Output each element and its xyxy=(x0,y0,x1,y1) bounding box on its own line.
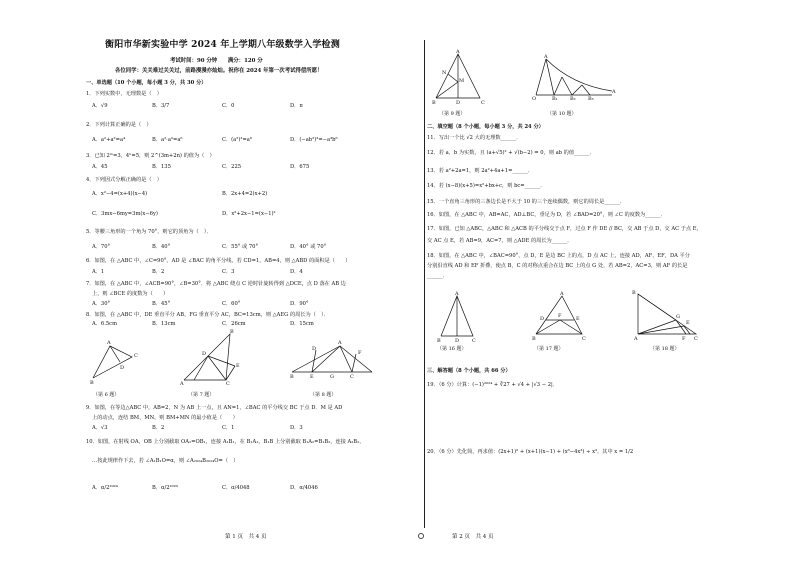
q9-stem: 9．如图，在等边△ABC 中，AB=2，N 为 AB 上一点，且 AN=1，∠BAC 的平分线交 BC 于点 D．M 是 AD xyxy=(86,405,343,411)
svg-text:C: C xyxy=(350,374,354,380)
q9-option-a: A．√3 xyxy=(92,425,108,431)
q9-option-b: B．2 xyxy=(152,425,165,431)
footer-page-2: 第 2 页 共 4 页 xyxy=(452,534,494,540)
figure-6-caption: （第 6 题） xyxy=(93,392,120,398)
svg-text:B₁: B₁ xyxy=(552,96,558,102)
q1-option-b: B．3/7 xyxy=(152,103,170,109)
figure-6 xyxy=(90,340,140,385)
svg-text:B: B xyxy=(432,100,436,106)
q12: 12．若 a，b 为实数，且 (a+√5)² + √(b−2) = 0，则 ab 的值______． xyxy=(427,150,595,156)
q11: 11．写出一个比 √2 大的无理数______． xyxy=(427,135,522,141)
figure-16-caption: （第 16 题） xyxy=(437,346,467,352)
svg-text:A: A xyxy=(634,336,638,342)
svg-text:A: A xyxy=(544,54,548,60)
q2-option-a: A．a²+a²=a⁴ xyxy=(92,137,126,143)
exam-info: 考试时间：90 分钟 满分：120 分 xyxy=(170,58,263,64)
q6-option-c: C．3 xyxy=(222,269,235,275)
q5-stem: 5．等腰三角形的一个角为 70°，则它的顶角为（ ）． xyxy=(86,229,212,235)
svg-text:D: D xyxy=(202,351,207,357)
svg-text:B₃: B₃ xyxy=(588,96,594,102)
svg-text:A: A xyxy=(455,291,459,297)
greeting: 各位同学：关关难过关关过，前路漫漫亦灿灿。祝你在 2024 年第一次考试得偿所愿！ xyxy=(115,68,323,74)
svg-text:C: C xyxy=(226,381,230,387)
svg-text:E: E xyxy=(576,316,580,322)
svg-text:A: A xyxy=(456,49,460,55)
q10-option-b: B．α/2²⁰²³ xyxy=(152,485,178,491)
section-2-heading: 二、填空题（8 个小题，每小题 3 分，共 24 分） xyxy=(427,124,544,130)
svg-text:D: D xyxy=(455,338,460,344)
figure-16 xyxy=(437,292,477,342)
figure-7-caption: （第 7 题） xyxy=(188,392,215,398)
q16: 16．如图，在 △ABC 中，AB=AC，AD⊥BC，垂足为 D，若 ∠BAD=20°，则 ∠C 的度数为______． xyxy=(427,212,666,218)
q8-option-a: A．6.5cm xyxy=(92,321,118,327)
q9-option-c: C．1 xyxy=(222,425,235,431)
svg-text:G: G xyxy=(676,314,680,320)
svg-text:C: C xyxy=(694,336,698,342)
q9-stem-2: 上的动点，连结 BM、MN，则 BM+MN 的最小值是（ ） xyxy=(92,415,238,421)
svg-text:M: M xyxy=(459,78,465,84)
q3-stem: 3．已知 2ᵐ=3，4ⁿ=5，则 2^(3m+2n) 的值为（ ） xyxy=(86,153,215,159)
svg-text:D: D xyxy=(312,346,317,352)
q18-line-3: ______． xyxy=(427,273,448,279)
q7-option-b: B．45° xyxy=(152,301,171,307)
figure-18 xyxy=(632,290,702,340)
svg-text:C: C xyxy=(134,353,138,359)
figure-10 xyxy=(532,55,617,100)
q18-line-1: 18．如图，在 △ABC 中，∠BAC=90°，点 D，E 是边 BC 上的点，D 点 AC 上，连接 AD，AF，EF，DA 平分 xyxy=(427,253,690,259)
q3-option-d: D．675 xyxy=(290,164,310,170)
svg-text:A: A xyxy=(180,381,184,387)
q2-option-d: D．(−ab²)³=−a³b⁶ xyxy=(290,137,338,143)
q15: 15．一个直角三角形的三条边长是不大于 10 的三个连续偶数，则它的周长是______． xyxy=(427,199,626,205)
q10-stem: 10．如图，在射线 OA，OB 上分别截取 OA₁=OB₁，连接 A₁B₁，在 B₁A₁，B₁B 上分别截取 B₁A₂=B₁B₂，连接 A₂B₂， xyxy=(86,439,365,445)
svg-text:D: D xyxy=(540,316,545,322)
svg-text:C: C xyxy=(472,338,476,344)
q8-option-b: B．13cm xyxy=(152,321,176,327)
q2-stem: 2．下列计算正确的是（ ） xyxy=(86,122,152,128)
svg-text:B: B xyxy=(437,338,441,344)
q5-option-c: C．55° 或 70° xyxy=(222,244,259,250)
svg-text:F: F xyxy=(558,313,562,319)
svg-text:D: D xyxy=(456,100,461,106)
q3-option-a: A．45 xyxy=(92,164,108,170)
q5-option-a: A．70° xyxy=(92,244,111,250)
svg-text:B: B xyxy=(90,380,94,386)
q6-option-a: A．1 xyxy=(92,269,105,275)
right-page xyxy=(397,0,794,561)
q3-option-b: B．135 xyxy=(152,164,171,170)
svg-text:B₂: B₂ xyxy=(570,96,576,102)
figure-9-caption: （第 9 题） xyxy=(439,111,466,117)
section-3-heading: 三、解答题（8 个小题，共 66 分） xyxy=(427,368,511,374)
q7-option-c: C．60° xyxy=(222,301,241,307)
figure-8 xyxy=(290,340,380,380)
q4-option-a: A．x²−4=(x+4)(x−4) xyxy=(92,191,148,197)
exam-title: 衡阳市华新实验中学 2024 年上学期八年级数学入学检测 xyxy=(105,40,340,50)
q1-option-d: D．π xyxy=(290,103,303,109)
figure-7 xyxy=(180,330,240,385)
q9-option-d: D．3 xyxy=(290,425,303,431)
svg-text:B: B xyxy=(230,329,234,335)
q8-option-c: C．26cm xyxy=(222,321,246,327)
figure-9 xyxy=(432,50,487,105)
q1-option-a: A．√9 xyxy=(92,103,108,109)
q6-option-d: D．4 xyxy=(290,269,303,275)
svg-text:B: B xyxy=(632,290,636,296)
q19: 19．（6 分）计算：(−1)²⁰²⁴ + ∛27 + √4 + |√3 − 2|． xyxy=(427,382,558,388)
q18-line-2: 分别沿直线 AD 和 EF 折叠，使点 B，C 的对称点重合在边 BC 上的点 G 处，若 AB=2，AC=3，则 AF 的长是 xyxy=(427,263,688,269)
svg-text:F: F xyxy=(358,350,362,356)
svg-text:B: B xyxy=(290,374,294,380)
q7-option-d: D．90° xyxy=(290,301,309,307)
q4-option-b: B．2x+4=2(x+2) xyxy=(222,191,268,197)
figure-18-caption: （第 18 题） xyxy=(650,346,680,352)
svg-text:A: A xyxy=(107,340,111,346)
q2-option-c: C．(a²)³=a⁶ xyxy=(222,137,252,143)
q4-option-c: C．3mx−6my=3m(x−6y) xyxy=(92,211,158,217)
q7-option-a: A．30° xyxy=(92,301,111,307)
figure-17 xyxy=(532,292,587,342)
svg-text:G: G xyxy=(330,374,334,380)
q1-option-c: C．0 xyxy=(222,103,235,109)
q4-stem: 4．下列因式分解正确的是（ ） xyxy=(86,177,162,183)
q2-option-b: B．a²·a³=a⁶ xyxy=(152,137,183,143)
svg-text:D: D xyxy=(120,365,125,371)
q14: 14．若 (x−8)(x+5)=x²+bx+c，则 bc=______． xyxy=(427,183,546,189)
svg-text:F: F xyxy=(682,336,686,342)
svg-text:E: E xyxy=(686,320,690,326)
svg-text:E: E xyxy=(310,374,314,380)
figure-10-caption: （第 10 题） xyxy=(547,111,577,117)
q1-stem: 1．下列实数中，无理数是（ ） xyxy=(86,91,162,97)
q8-stem: 8．如图，在 △ABC 中，DE 垂直平分 AB，FG 垂直平分 AC，BC=13cm，则 △AEG 的周长为（ ）． xyxy=(86,312,329,318)
svg-text:E: E xyxy=(236,363,240,369)
q17-line-2: 交 AC 点 E，若 AB=9，AC=7，则 △ADE 的周长为______． xyxy=(427,238,573,244)
q10-stem-2: …按此规律作下去，若 ∠A₁B₁O=α，则 ∠A₂₀₂₄B₂₀₂₄O=（ ） xyxy=(92,458,239,464)
q5-option-b: B．40° xyxy=(152,244,171,250)
q10-option-a: A．α/2²⁰²⁴ xyxy=(92,485,118,491)
svg-text:A: A xyxy=(560,291,564,297)
footer-page-1: 第 1 页 共 4 页 xyxy=(225,534,267,540)
section-1-heading: 一、单选题（10 个小题，每小题 3 分，共 30 分） xyxy=(86,80,207,86)
svg-text:C: C xyxy=(481,100,485,106)
svg-text:O: O xyxy=(532,96,537,102)
svg-text:A: A xyxy=(612,89,616,95)
svg-text:C: C xyxy=(582,336,586,342)
q6-option-b: B．2 xyxy=(152,269,165,275)
q7-stem: 7．如图，在 △ABC 中，∠ACB=90°，∠B=30°．将 △ABC 绕点 C 逆时针旋转得到 △DCE，点 D 落在 AB 边 xyxy=(86,281,346,287)
q7-stem-2: 上，则 ∠BCE 的度数为（ ） xyxy=(92,291,169,297)
figure-17-caption: （第 17 题） xyxy=(534,346,564,352)
figure-8-caption: （第 8 题） xyxy=(310,392,337,398)
svg-text:N: N xyxy=(442,70,447,76)
q5-option-d: D．40° 或 70° xyxy=(290,244,327,250)
q10-option-d: D．α/4046 xyxy=(290,485,318,491)
q8-option-d: D．15cm xyxy=(290,321,314,327)
q17-line-1: 17．如图，已知 △ABC，△ABC 和 △ACB 的平分线交于点 F，过点 F 作 DE // BC，交 AB 于点 D，交 AC 于点 E， xyxy=(427,226,702,232)
q10-option-c: C．α/4048 xyxy=(222,485,250,491)
q3-option-c: C．225 xyxy=(222,164,242,170)
q13: 13．若 a²+2a=1，则 2a²+4a+1=______． xyxy=(427,168,534,174)
q4-option-d: D．x²+2x−1=(x−1)² xyxy=(222,211,276,217)
q6-stem: 6．如图，在 △ABC 中，∠C=90°，AD 是 ∠BAC 的角平分线，若 CD=1，AB=4，则 △ABD 的面积是（ ） xyxy=(86,258,351,264)
svg-text:B: B xyxy=(532,336,536,342)
q20: 20．（6 分）先化简，再求值：(2x+1)² + (x+1)(x−1) + (x⁶−4x³) ÷ x³，其中 x = 1/2 xyxy=(427,449,634,455)
svg-text:A: A xyxy=(338,340,342,346)
